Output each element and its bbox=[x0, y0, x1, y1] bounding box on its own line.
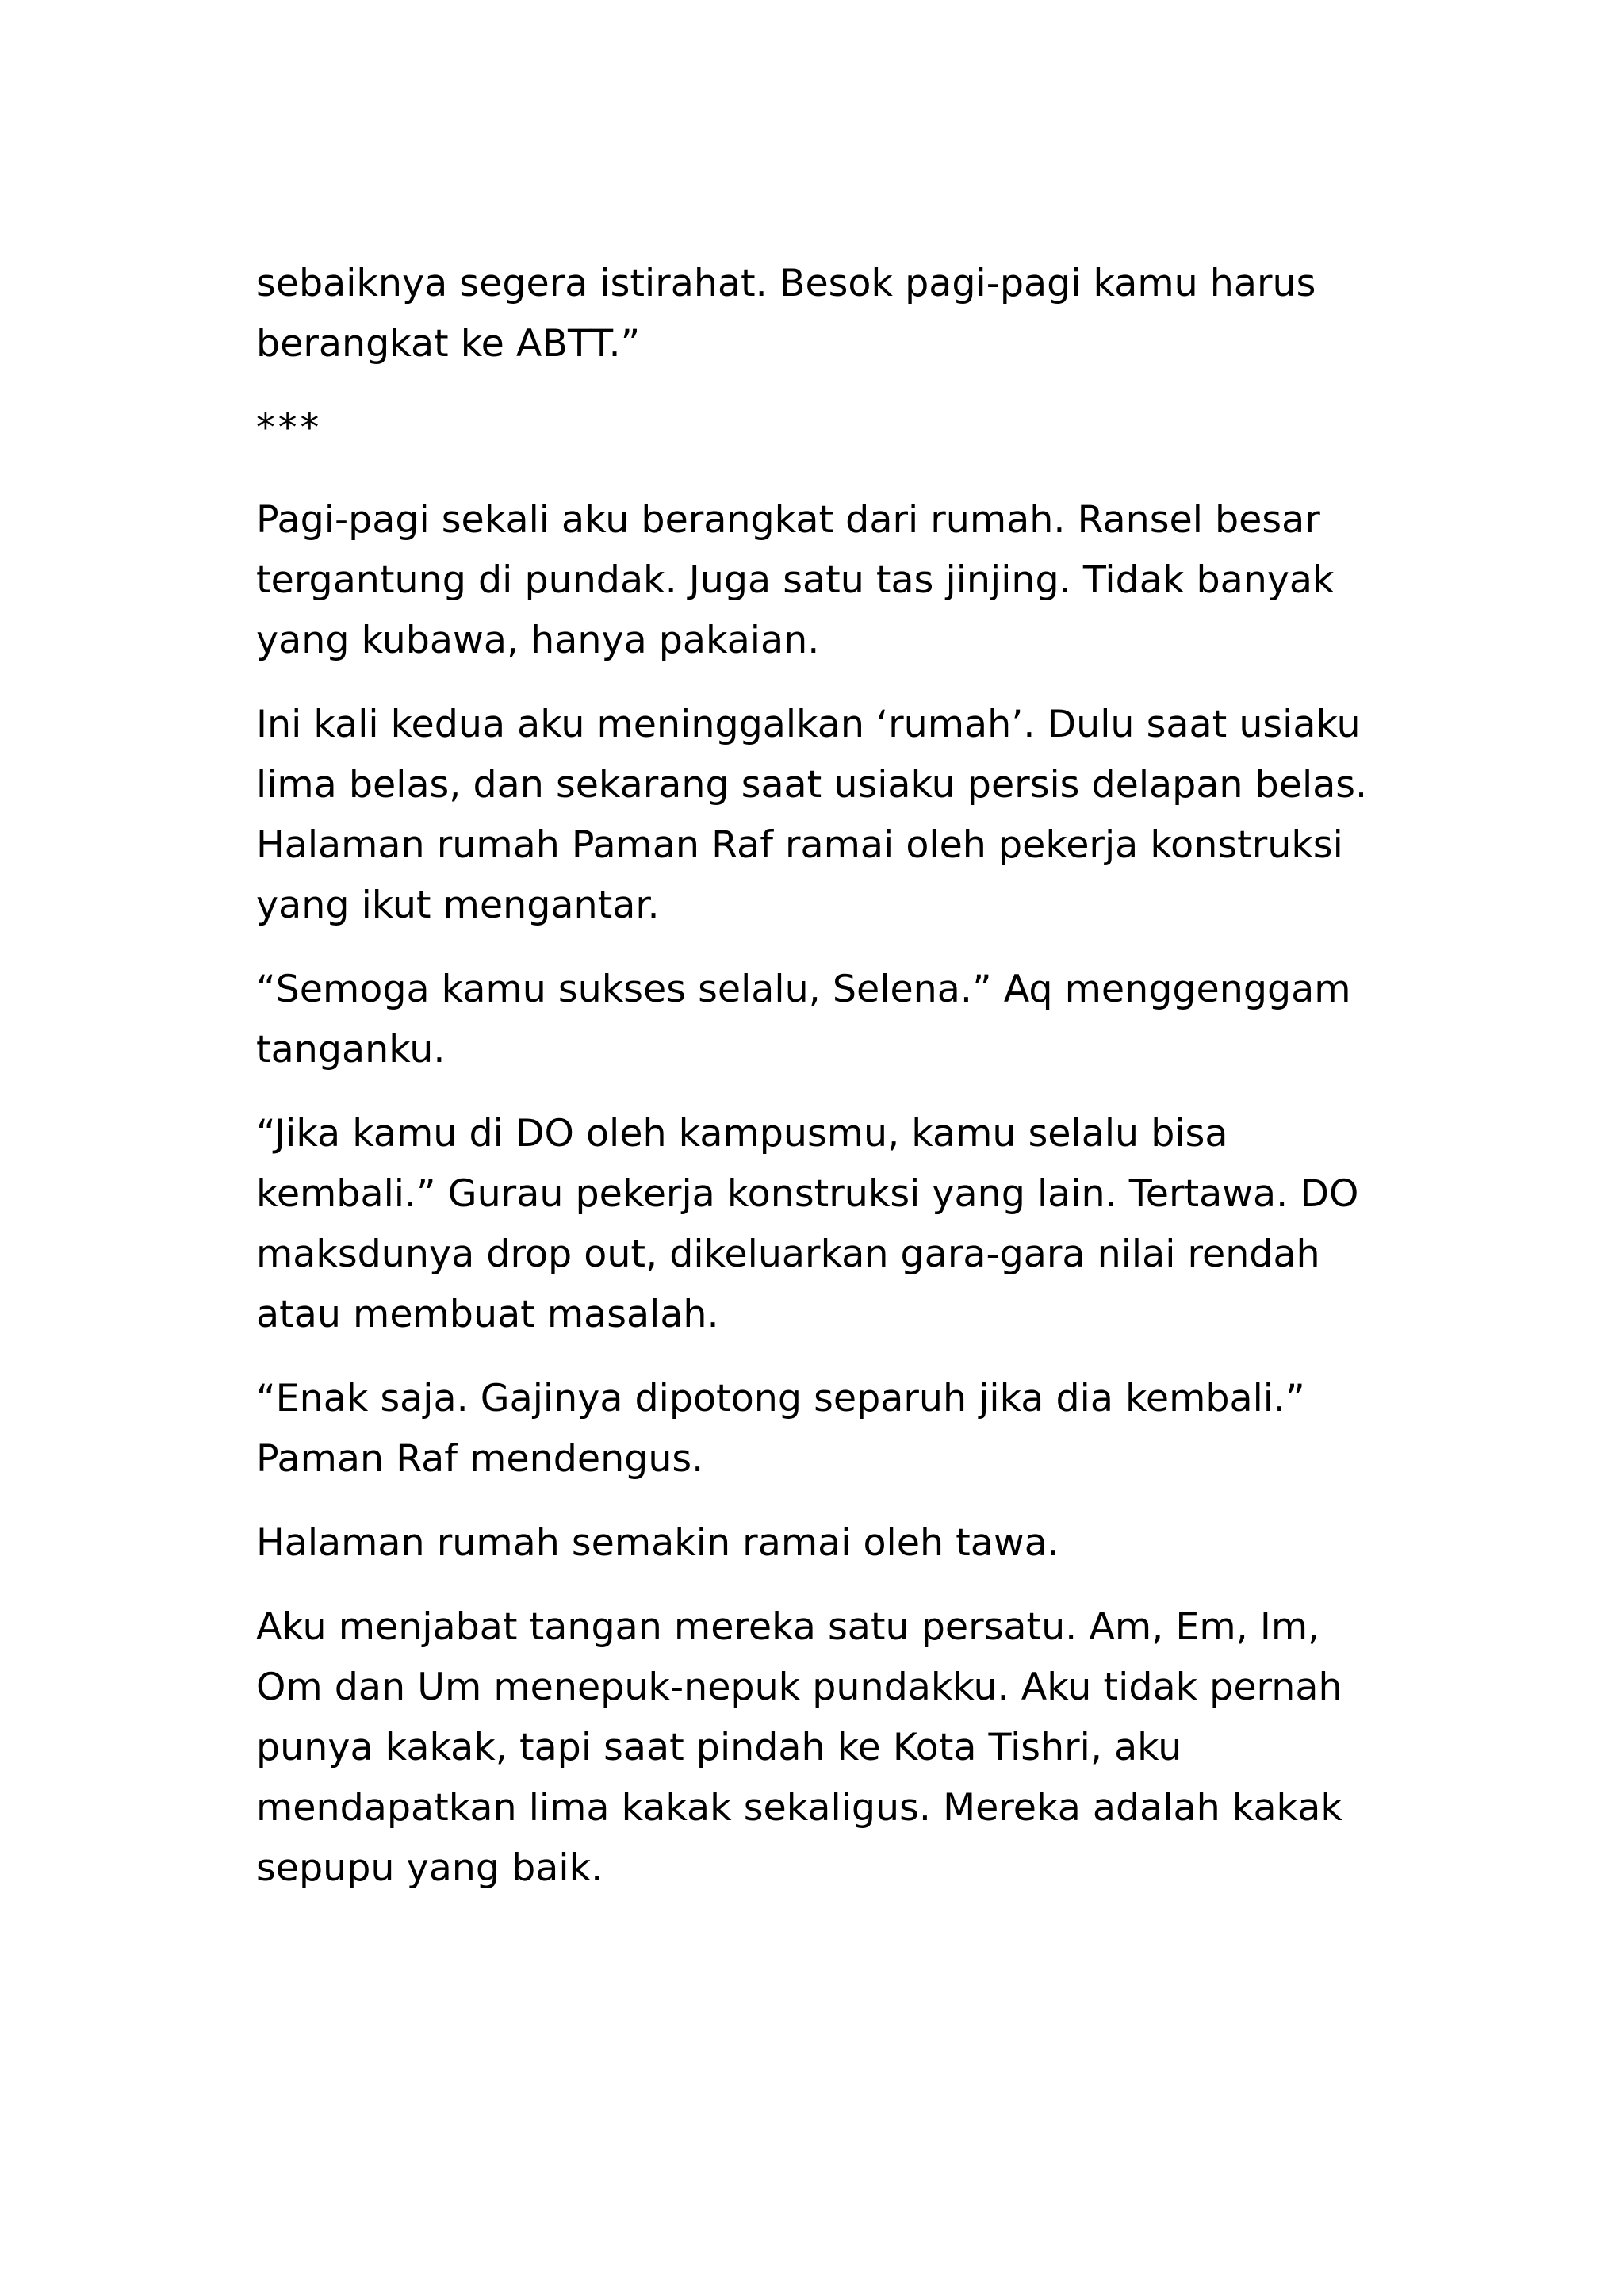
text-line: atau membuat masalah. bbox=[256, 1293, 719, 1336]
text-line: sepupu yang baik. bbox=[256, 1846, 603, 1890]
paragraph bbox=[256, 695, 1382, 936]
text-line: lima belas, dan sekarang saat usiaku persis delapan belas. bbox=[256, 763, 1368, 807]
paragraph bbox=[256, 1369, 1382, 1489]
body-text bbox=[256, 254, 1382, 1922]
text-line: Pagi-pagi sekali aku berangkat dari rumah. Ransel besar bbox=[256, 498, 1320, 542]
text-line: Om dan Um menepuk-nepuk pundakku. Aku tidak pernah bbox=[256, 1665, 1342, 1709]
text-line: maksdunya drop out, dikeluarkan gara-gara nilai rendah bbox=[256, 1232, 1320, 1276]
text-line: tergantung di pundak. Juga satu tas jinjing. Tidak banyak bbox=[256, 558, 1335, 602]
text-line: “Enak saja. Gajinya dipotong separuh jika dia kembali.” bbox=[256, 1377, 1305, 1420]
paragraph bbox=[256, 490, 1382, 671]
text-line: yang kubawa, hanya pakaian. bbox=[256, 619, 820, 662]
text-line: berangkat ke ABTT.” bbox=[256, 322, 641, 366]
text-line: mendapatkan lima kakak sekaligus. Mereka adalah kakak bbox=[256, 1786, 1342, 1830]
scene-break-marker: *** bbox=[256, 406, 323, 450]
paragraph bbox=[256, 960, 1382, 1080]
text-line: Ini kali kedua aku meninggalkan ‘rumah’. Dulu saat usiaku bbox=[256, 703, 1361, 746]
paragraph bbox=[256, 1513, 1382, 1573]
paragraph bbox=[256, 254, 1382, 374]
text-line: Aku menjabat tangan mereka satu persatu. Am, Em, Im, bbox=[256, 1605, 1320, 1649]
text-line: yang ikut mengantar. bbox=[256, 884, 660, 927]
text-line: “Semoga kamu sukses selalu, Selena.” Aq menggenggam bbox=[256, 968, 1351, 1011]
scene-break bbox=[256, 398, 1382, 458]
text-line: tanganku. bbox=[256, 1028, 446, 1071]
text-line: Halaman rumah Paman Raf ramai oleh pekerja konstruksi bbox=[256, 823, 1343, 867]
text-line: Halaman rumah semakin ramai oleh tawa. bbox=[256, 1521, 1059, 1565]
paragraph bbox=[256, 1597, 1382, 1899]
text-line: Paman Raf mendengus. bbox=[256, 1437, 704, 1481]
text-line: kembali.” Gurau pekerja konstruksi yang lain. Tertawa. DO bbox=[256, 1172, 1359, 1216]
text-line: punya kakak, tapi saat pindah ke Kota Tishri, aku bbox=[256, 1726, 1182, 1769]
paragraph bbox=[256, 1104, 1382, 1345]
text-line: sebaiknya segera istirahat. Besok pagi-pagi kamu harus bbox=[256, 262, 1316, 305]
text-line: “Jika kamu di DO oleh kampusmu, kamu selalu bisa bbox=[256, 1112, 1228, 1156]
